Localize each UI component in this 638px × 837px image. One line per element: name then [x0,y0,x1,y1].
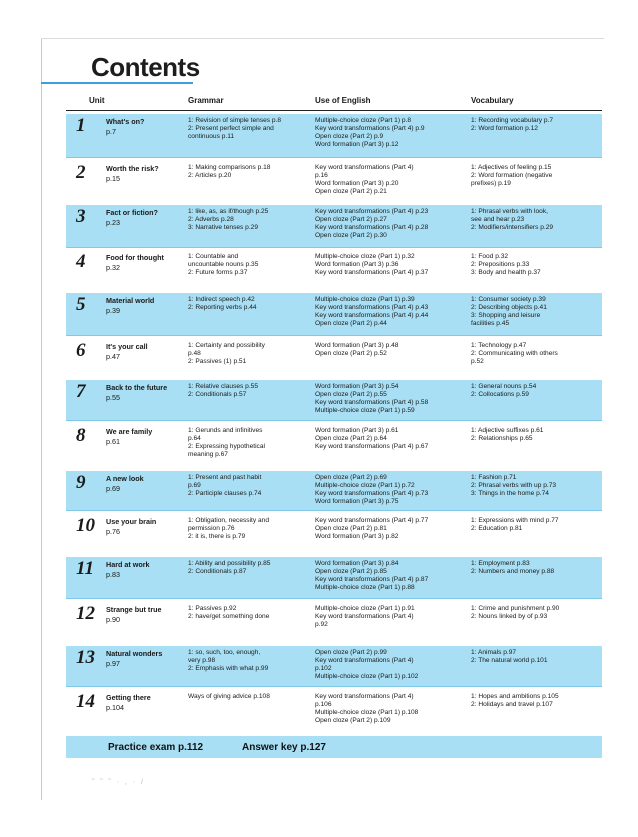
unit-title[interactable]: Strange but true p.90 [106,605,178,624]
vocabulary-cell: 1: Consumer society p.39 2: Describing objects p.41 3: Shopping and leisure facilities p.45 [471,296,547,328]
unit-row-2[interactable] [66,161,602,203]
unit-title[interactable]: Getting there p.104 [106,693,178,712]
unit-row-8[interactable] [66,424,602,468]
vocabulary-cell: 1: Crime and punishment p.90 2: Nouns linked by of p.93 [471,605,560,621]
page-left-border [41,38,42,800]
unit-page: p.39 [106,306,120,315]
unit-number: 6 [76,340,86,361]
use-of-english-cell: Word formation (Part 3) p.84 Open cloze (Part 2) p.85 Key word transformations (Part 4) p.87 Multiple-choice cloze (Part 1) p.88 [315,560,429,592]
grammar-cell: 1: Ability and possibility p.85 2: Conditionals p.87 [188,560,271,576]
vocabulary-cell: 1: Hopes and ambitions p.105 2: Holidays and travel p.107 [471,693,559,709]
unit-title[interactable]: Food for thought p.32 [106,253,178,272]
unit-page: p.104 [106,703,124,712]
header-use-of-english: Use of English [315,96,371,105]
vocabulary-cell: 1: Expressions with mind p.77 2: Education p.81 [471,517,559,533]
answer-key-link[interactable]: Answer key p.127 [242,742,326,753]
use-of-english-cell: Multiple-choice cloze (Part 1) p.91 Key word transformations (Part 4) p.92 [315,605,415,629]
page-top-rule [41,38,604,39]
unit-title[interactable]: Fact or fiction? p.23 [106,208,178,227]
vocabulary-cell: 1: Recording vocabulary p.7 2: Word formation p.12 [471,117,554,133]
grammar-cell: Ways of giving advice p.108 [188,693,270,700]
page-mark: ˜ ˜ ˜ · ‚ · / [92,779,145,786]
footer-bar [66,736,602,758]
unit-row-7[interactable] [66,380,602,421]
grammar-cell: 1: Relative clauses p.55 2: Conditionals p.57 [188,383,259,399]
unit-page: p.69 [106,484,120,493]
use-of-english-cell: Word formation (Part 3) p.48 Open cloze (Part 2) p.52 [315,342,399,358]
unit-number: 5 [76,294,86,315]
grammar-cell: 1: like, as, as if/though p.25 2: Adverbs p.28 3: Narrative tenses p.29 [188,208,269,232]
vocabulary-cell: 1: Animals p.97 2: The natural world p.101 [471,649,548,665]
vocabulary-cell: 1: Employment p.83 2: Numbers and money p.88 [471,560,555,576]
vocabulary-cell: 1: Adjective suffixes p.61 2: Relationships p.65 [471,427,544,443]
grammar-cell: 1: Making comparisons p.18 2: Articles p.20 [188,164,271,180]
use-of-english-cell: Key word transformations (Part 4) p.16 Word formation (Part 3) p.20 Open cloze (Part 2) p.21 [315,164,414,196]
unit-title[interactable]: It's your call p.47 [106,342,178,361]
grammar-cell: 1: Revision of simple tenses p.8 2: Present perfect simple and continuous p.11 [188,117,282,141]
grammar-cell: 1: so, such, too, enough, very p.98 2: Emphasis with what p.99 [188,649,269,673]
unit-title[interactable]: Natural wonders p.97 [106,649,178,668]
page-title: Contents [91,52,200,82]
unit-page: p.76 [106,527,120,536]
unit-title[interactable]: Hard at work p.83 [106,560,178,579]
vocabulary-cell: 1: Food p.32 2: Prepositions p.33 3: Body and health p.37 [471,253,541,277]
unit-row-9[interactable] [66,471,602,511]
unit-page: p.23 [106,218,120,227]
unit-row-11[interactable] [66,557,602,599]
use-of-english-cell: Key word transformations (Part 4) p.106 Multiple-choice cloze (Part 1) p.108 Open cloze (Part 2) p.109 [315,693,419,725]
vocabulary-cell: 1: Fashion p.71 2: Phrasal verbs with up p.73 3: Things in the home p.74 [471,474,557,498]
unit-page: p.97 [106,659,120,668]
use-of-english-cell: Open cloze (Part 2) p.69 Multiple-choice cloze (Part 1) p.72 Key word transformations (Part 4) p.73 Word formation (Part 3) p.75 [315,474,429,506]
unit-page: p.90 [106,615,120,624]
unit-title[interactable]: A new look p.69 [106,474,178,493]
unit-number: 4 [76,251,86,272]
unit-page: p.7 [106,127,116,136]
unit-row-5[interactable] [66,293,602,336]
use-of-english-cell: Word formation (Part 3) p.61 Open cloze (Part 2) p.64 Key word transformations (Part 4) p.67 [315,427,429,451]
use-of-english-cell: Multiple-choice cloze (Part 1) p.39 Key word transformations (Part 4) p.43 Key word transformations (Part 4) p.44 Open cloze (Part 2) p.44 [315,296,429,328]
unit-number: 1 [76,115,86,136]
unit-number: 8 [76,425,86,446]
grammar-cell: 1: Certainty and possibility p.48 2: Passives (1) p.51 [188,342,265,366]
unit-row-12[interactable] [66,602,602,643]
unit-title[interactable]: Use your brain p.76 [106,517,178,536]
unit-page: p.55 [106,393,120,402]
use-of-english-cell: Multiple-choice cloze (Part 1) p.8 Key word transformations (Part 4) p.9 Open cloze (Part 2) p.9 Word formation (Part 3) p.12 [315,117,425,149]
unit-title[interactable]: Back to the future p.55 [106,383,178,402]
unit-page: p.15 [106,174,120,183]
unit-number: 13 [76,647,95,668]
practice-exam-link[interactable]: Practice exam p.112 [108,742,204,753]
unit-row-1[interactable] [66,114,602,158]
grammar-cell: 1: Indirect speech p.42 2: Reporting verbs p.44 [188,296,257,312]
unit-number: 12 [76,603,95,624]
header-divider [66,110,602,111]
unit-number: 2 [76,162,86,183]
grammar-cell: 1: Passives p.92 2: have/get something done [188,605,270,621]
unit-number: 7 [76,381,86,402]
grammar-cell: 1: Obligation, necessity and permission p.76 2: it is, there is p.79 [188,517,270,541]
unit-page: p.47 [106,352,120,361]
unit-number: 11 [76,558,94,579]
unit-number: 3 [76,206,86,227]
use-of-english-cell: Key word transformations (Part 4) p.23 Open cloze (Part 2) p.27 Key word transformations (Part 4) p.28 Open cloze (Part 2) p.30 [315,208,429,240]
unit-number: 9 [76,472,86,493]
unit-page: p.32 [106,263,120,272]
grammar-cell: 1: Present and past habit p.69 2: Participle clauses p.74 [188,474,262,498]
unit-row-13[interactable] [66,646,602,687]
unit-row-10[interactable] [66,514,602,554]
use-of-english-cell: Key word transformations (Part 4) p.77 Open cloze (Part 2) p.81 Word formation (Part 3) p.82 [315,517,429,541]
header-unit: Unit [89,96,105,105]
unit-title[interactable]: Material world p.39 [106,296,178,315]
grammar-cell: 1: Countable and uncountable nouns p.35 2: Future forms p.37 [188,253,259,277]
vocabulary-cell: 1: General nouns p.54 2: Collocations p.59 [471,383,537,399]
unit-page: p.83 [106,570,120,579]
vocabulary-cell: 1: Adjectives of feeling p.15 2: Word formation (negative prefixes) p.19 [471,164,553,188]
use-of-english-cell: Multiple-choice cloze (Part 1) p.32 Word formation (Part 3) p.36 Key word transformations (Part 4) p.37 [315,253,429,277]
unit-title[interactable]: We are family p.61 [106,427,178,446]
unit-number: 10 [76,515,95,536]
unit-row-4[interactable] [66,250,602,290]
vocabulary-cell: 1: Technology p.47 2: Communicating with others p.52 [471,342,558,366]
use-of-english-cell: Open cloze (Part 2) p.99 Key word transformations (Part 4) p.102 Multiple-choice cloze (Part 1) p.102 [315,649,419,681]
title-underline [41,82,193,84]
unit-page: p.61 [106,437,120,446]
use-of-english-cell: Word formation (Part 3) p.54 Open cloze (Part 2) p.55 Key word transformations (Part 4) p.58 Multiple-choice cloze (Part 1) p.59 [315,383,429,415]
unit-number: 14 [76,691,95,712]
unit-row-3[interactable] [66,205,602,248]
unit-row-6[interactable] [66,339,602,377]
grammar-cell: 1: Gerunds and infinitives p.64 2: Expressing hypothetical meaning p.67 [188,427,265,459]
unit-title[interactable]: Worth the risk? p.15 [106,164,178,183]
header-grammar: Grammar [188,96,224,105]
vocabulary-cell: 1: Phrasal verbs with look, see and hear p.23 2: Modifiers/intensifiers p.29 [471,208,554,232]
unit-row-14[interactable] [66,690,602,732]
unit-title[interactable]: What's on? p.7 [106,117,178,136]
header-vocabulary: Vocabulary [471,96,514,105]
